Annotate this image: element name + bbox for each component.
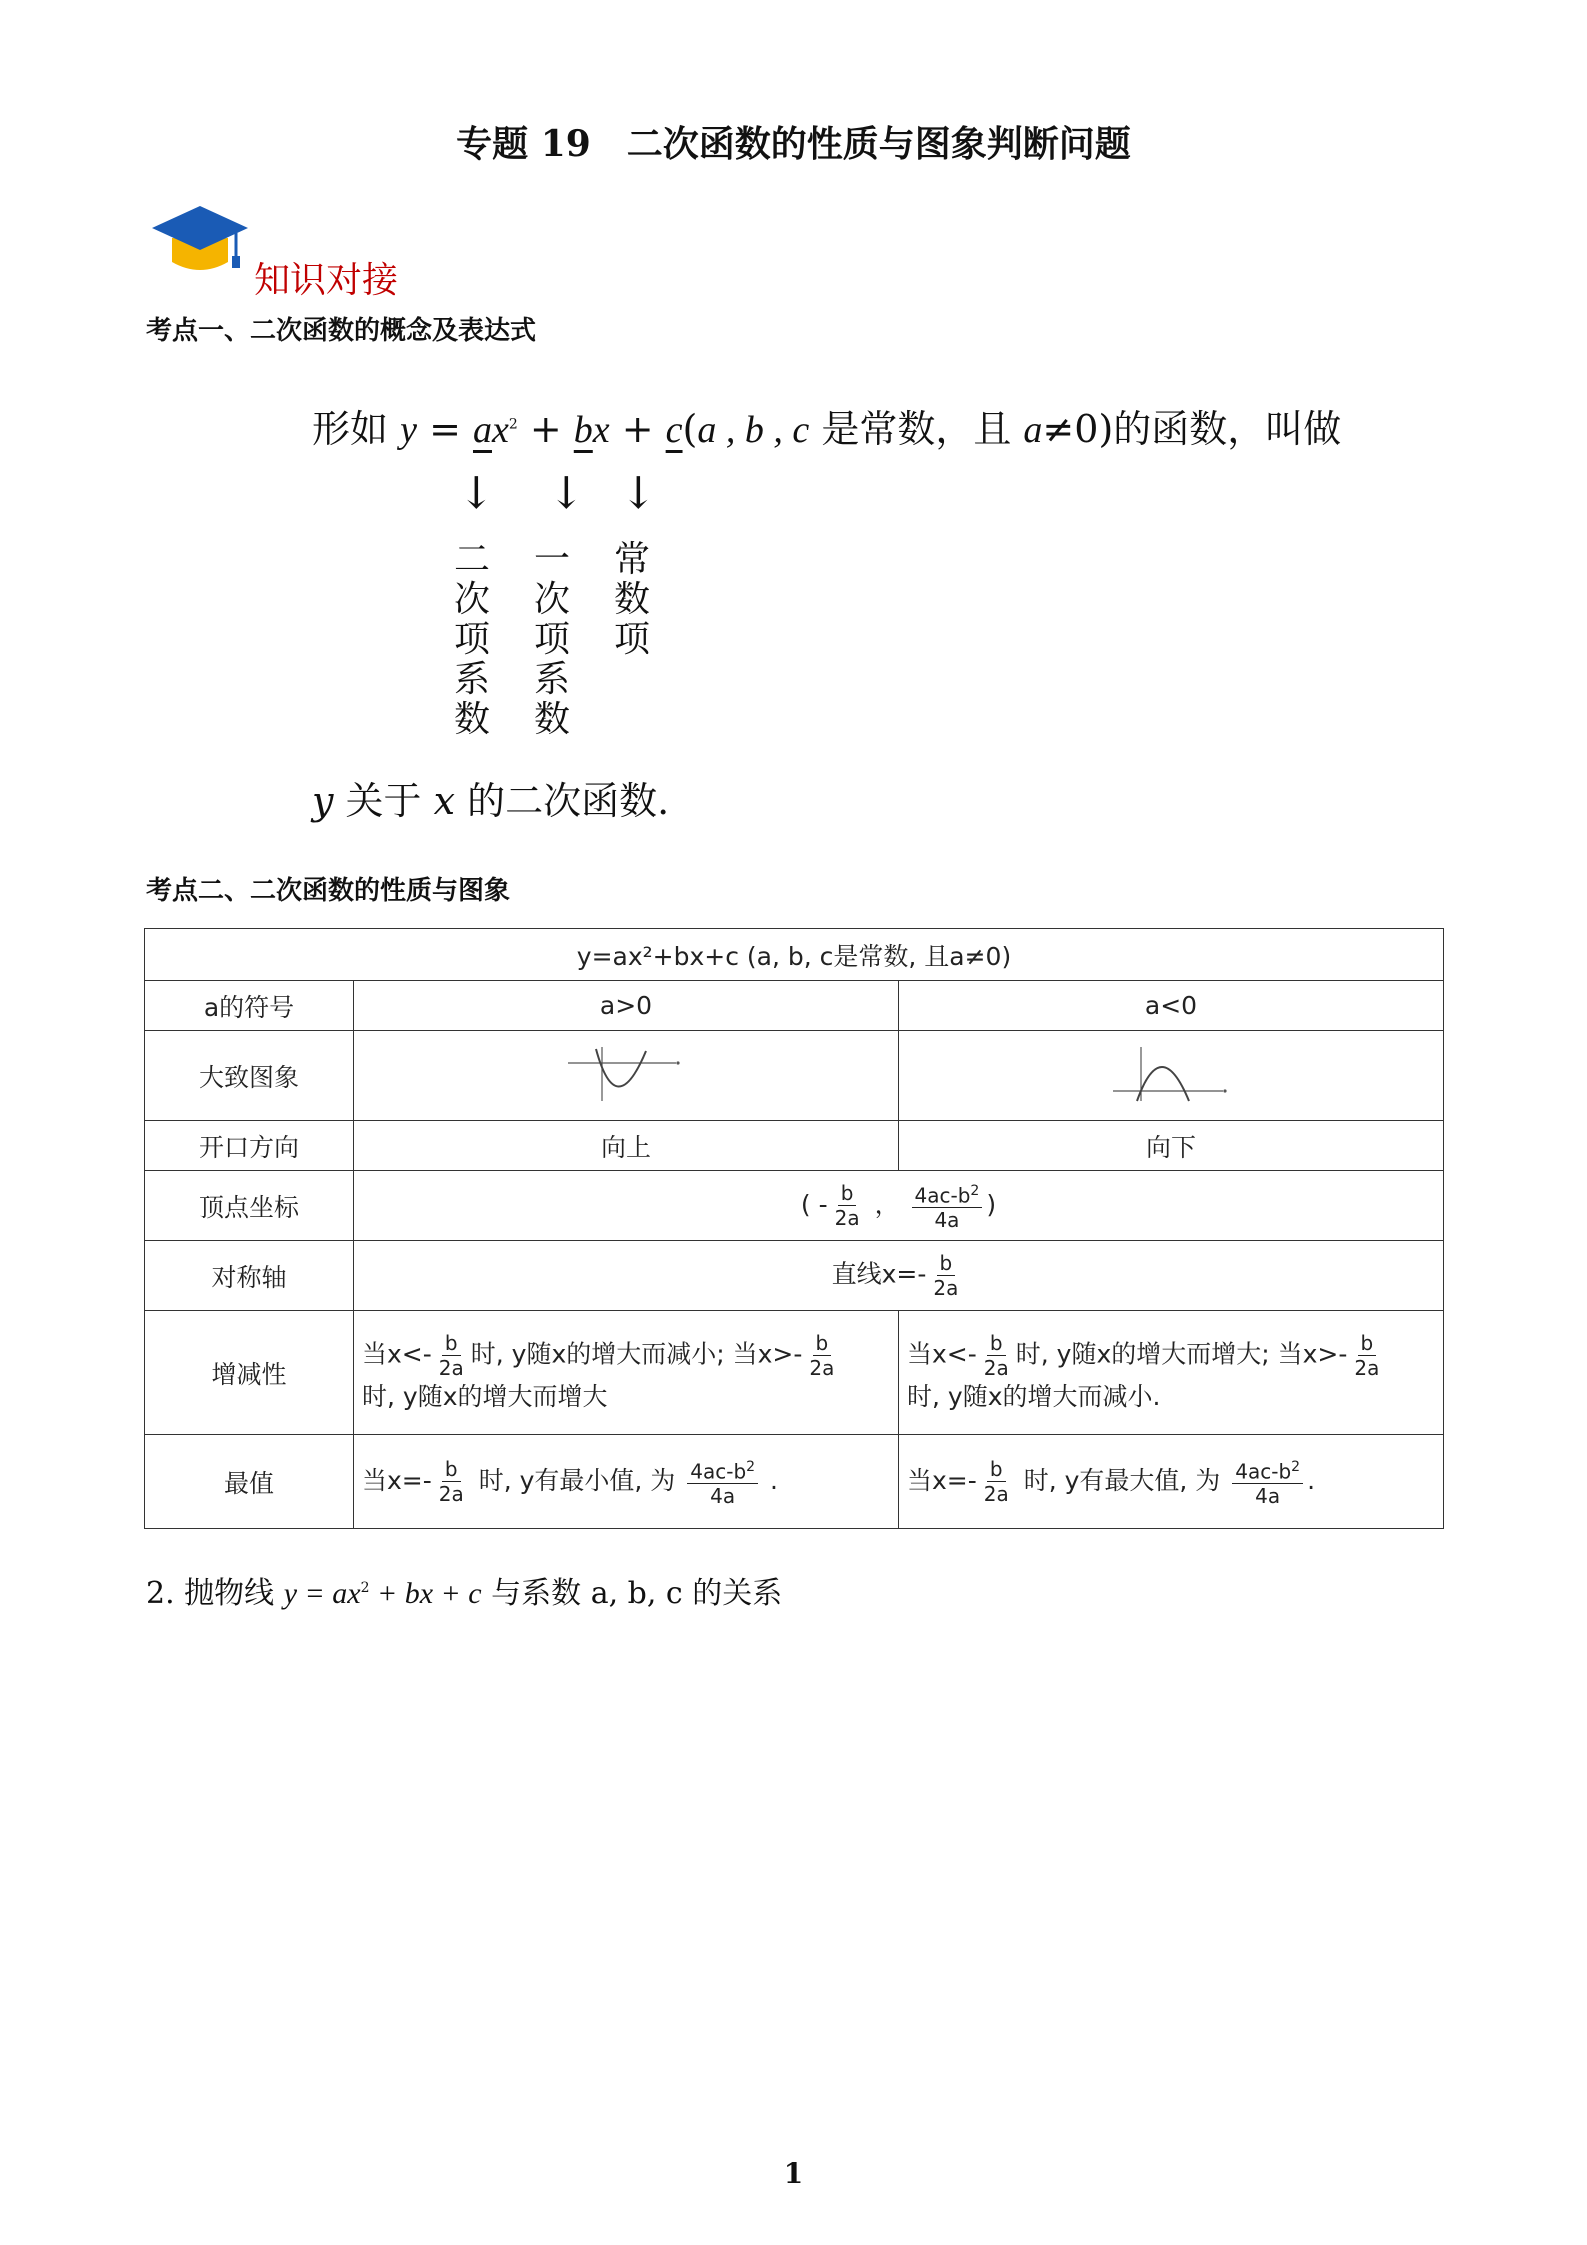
arrow-down-icon: ↓ <box>548 468 585 519</box>
table-row: 开口方向 向上 向下 <box>145 1121 1444 1171</box>
properties-table <box>144 928 1444 1529</box>
graduation-cap-icon <box>150 200 250 280</box>
section-heading: 知识对接 <box>254 260 399 301</box>
table-header: y=ax²+bx+c (a, b, c是常数, 且a≠0) <box>145 929 1444 981</box>
definition-formula: 形如 $y = ax^2$ + bx + c(a , b , c 是常数，且 a≠0)的函数，叫做 <box>312 407 1342 451</box>
quadratic-coefficient-label: 二 次 项 系 数 <box>453 539 490 740</box>
vertex-formula: ( - $\frac{b}{2a}$ ， $\frac{4ac-b^2}{4a}$ ) <box>354 1171 1444 1241</box>
table-row: 最值 当x=- $\frac{b}{2a}$ 时, y有最小值, 为 $\frac{4ac-b^2}{4a}$ . 当x=- $\frac{b}{2a}$ 时, y有最大值, 为 $\frac{4ac-b^2}{4a}$ . <box>145 1435 1444 1529</box>
upward-parabola-sketch <box>566 1043 686 1103</box>
linear-coefficient-label: 一 次 项 系 数 <box>533 539 570 740</box>
table-row: 顶点坐标 ( - $\frac{b}{2a}$ ， $\frac{4ac-b^2}{4a}$ ) <box>145 1171 1444 1241</box>
table-row: 大致图象 <box>145 1031 1444 1121</box>
point-one-heading: 考点一、二次函数的概念及表达式 <box>146 316 537 346</box>
constant-term-label: 常 数 项 <box>613 539 650 660</box>
page-number: 1 <box>783 2157 804 2190</box>
parabola-coefficient-note: 2. 抛物线 $y = ax^2$ + bx + c 与系数 a, b, c 的关系 <box>146 1576 783 1611</box>
point-two-heading: 考点二、二次函数的性质与图象 <box>146 876 511 906</box>
axis-formula: 直线x=- $\frac{b}{2a}$ <box>354 1241 1444 1311</box>
page-title: 专题 19 二次函数的性质与图象判断问题 <box>456 123 1131 165</box>
arrow-down-icon: ↓ <box>458 468 495 519</box>
downward-parabola-sketch <box>1111 1043 1231 1103</box>
arrow-down-icon: ↓ <box>620 468 657 519</box>
table-row: a的符号 a>0 a<0 <box>145 981 1444 1031</box>
table-row: 增减性 当x<- $\frac{b}{2a}$ 时, y随x的增大而减小; 当x>- $\frac{b}{2a}$ 时, y随x的增大而增大 当x<- $\frac{b}{2a}$ 时, y随x的增大而增大; 当x>- $\frac{b}{2a}$ 时, y随x的增大而减小. <box>145 1311 1444 1435</box>
table-row: 对称轴 直线x=- $\frac{b}{2a}$ <box>145 1241 1444 1311</box>
definition-ending: y 关于 x 的二次函数. <box>312 779 670 823</box>
